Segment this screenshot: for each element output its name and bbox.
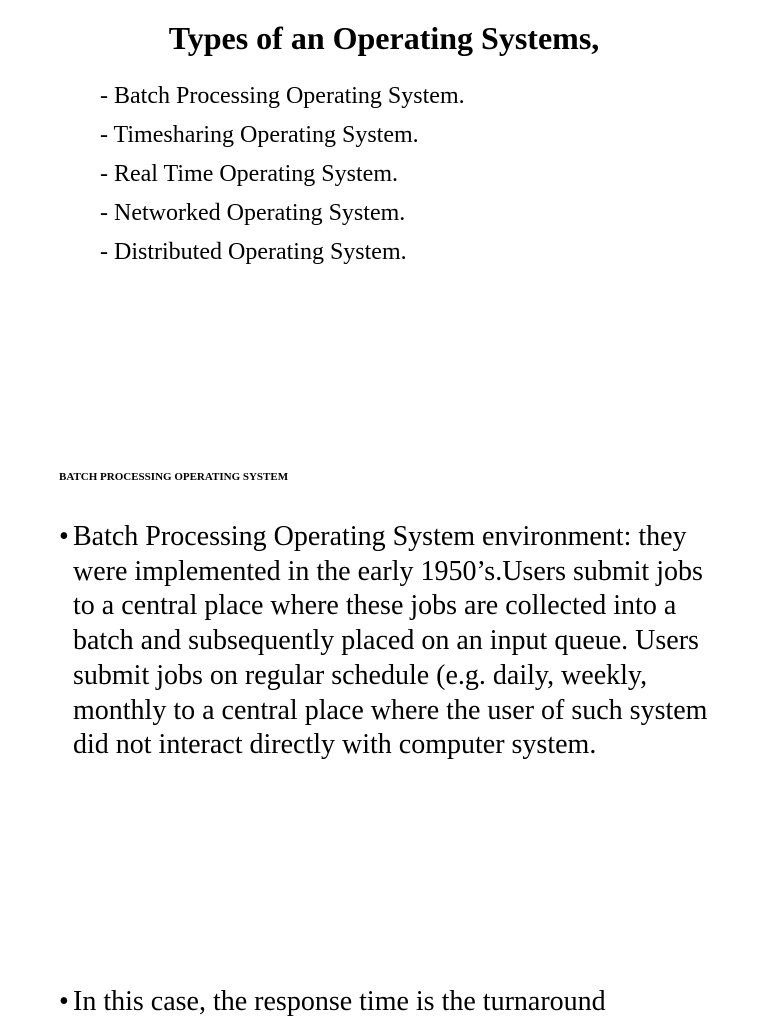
os-type-item: - Networked Operating System.: [100, 200, 406, 226]
bullet-paragraph: [59, 985, 719, 1020]
os-types-list: [100, 77, 465, 272]
bullet-paragraph: [59, 520, 719, 763]
page-title: Types of an Operating Systems,: [168, 20, 600, 56]
os-type-item: - Batch Processing Operating System.: [100, 83, 465, 109]
bullet-icon: •: [59, 521, 69, 552]
section-heading: BATCH PROCESSING OPERATING SYSTEM: [59, 471, 289, 483]
bullet-icon: •: [59, 986, 69, 1017]
paragraph-text: In this case, the response time is the turnaround: [73, 986, 606, 1017]
paragraph-text: Batch Processing Operating System environment: they were implemented in the early 1950’s.Users submit jobs to a central place where these jobs are collected into a batch and subsequently placed on an input queue. Users submit jobs on regular schedule (e.g. daily, weekly, monthly to a central place where the user of such system did not interact directly with computer system.: [73, 521, 708, 761]
os-type-item: - Real Time Operating System.: [100, 161, 398, 187]
os-type-item: - Distributed Operating System.: [100, 239, 407, 265]
os-type-item: - Timesharing Operating System.: [100, 122, 419, 148]
